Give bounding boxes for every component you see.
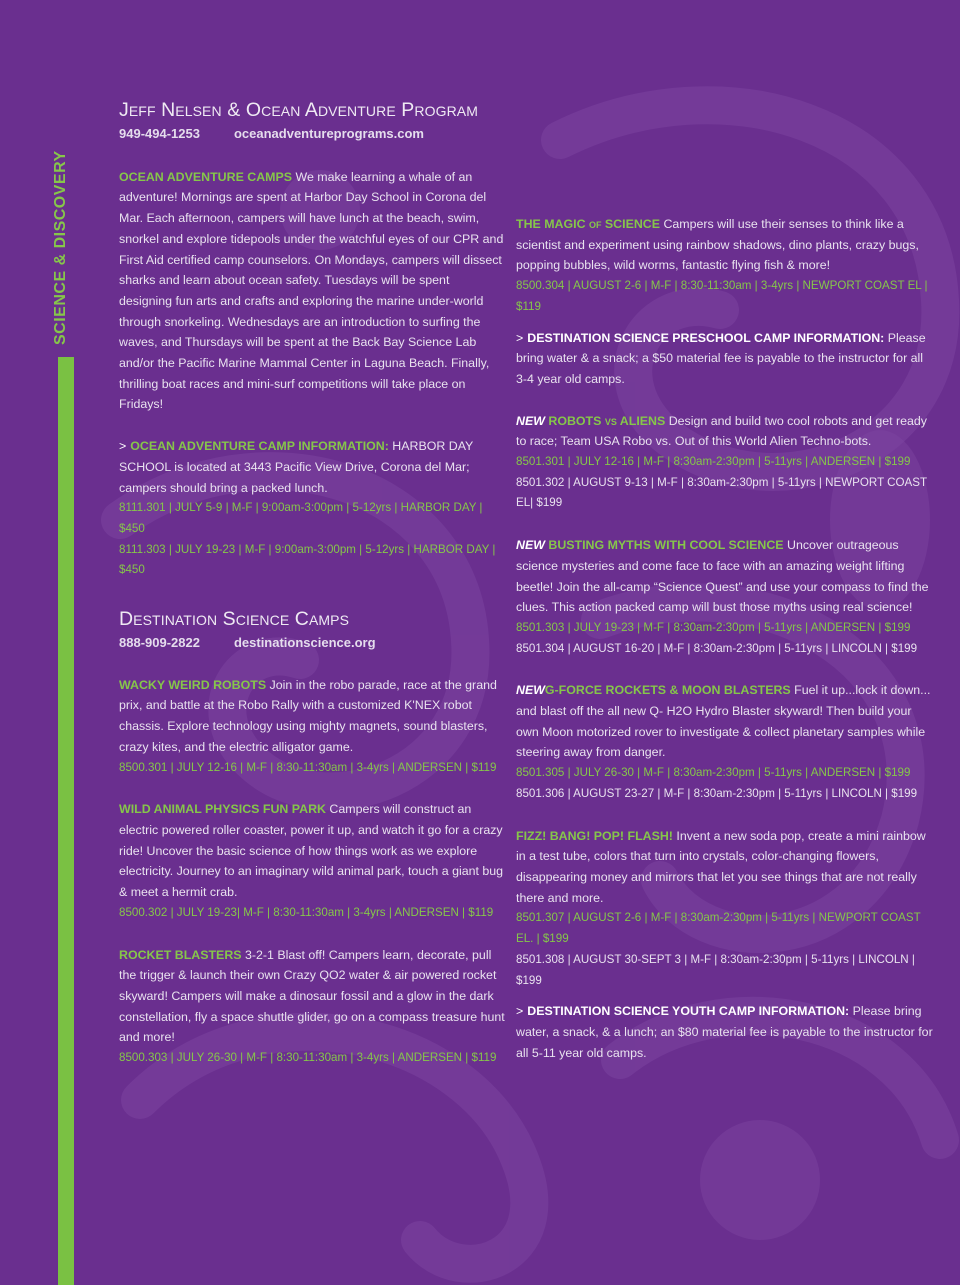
camp-description: Design and build two cool robots and get ready to race; Team USA Robo vs. Out of this World Alien Techno-bots. <box>516 413 928 449</box>
provider-phone: 949-494-1253 <box>119 126 200 141</box>
new-badge: NEW <box>516 413 545 428</box>
camp-rocket-blasters <box>119 945 505 1069</box>
session-line: 8501.305 | JULY 26-30 | M-F | 8:30am-2:30pm | 5-11yrs | ANDERSEN | $199 <box>516 766 911 780</box>
camp-fizz-bang-pop-flash <box>516 826 936 992</box>
camp-title: BUSTING MYTHS WITH COOL SCIENCE <box>544 538 784 553</box>
left-column <box>119 98 505 1069</box>
camp-description: Campers will use their senses to think like a scientist and experiment using rainbow shadows, dino plants, crazy bugs, popping bubbles, wild worms, fantastic flying fish & more! <box>516 217 919 273</box>
camp-wacky-weird-robots <box>119 675 505 779</box>
info-title: OCEAN ADVENTURE CAMP INFORMATION: <box>130 439 389 454</box>
provider-destination-science <box>119 607 505 654</box>
arrow-icon: > <box>516 1004 524 1019</box>
camp-description: Invent a new soda pop, create a mini rainbow in a test tube, colors that turn into crystals, color-changing flowers, disappearing money and mirrors that let you see things that are not really there and more. <box>516 828 926 905</box>
camp-title: WACKY WEIRD ROBOTS <box>119 677 267 692</box>
provider-name-destination-science: Destination Science Camps <box>119 608 350 631</box>
new-badge: NEW <box>516 683 545 698</box>
provider-name-ocean-adventure: Jeff Nelsen & Ocean Adventure Program <box>119 99 478 121</box>
session-line: 8111.303 | JULY 19-23 | M-F | 9:00am-3:00pm | 5-12yrs | HARBOR DAY | $450 <box>119 542 496 577</box>
camp-title: G-FORCE ROCKETS & MOON BLASTERS <box>544 683 791 698</box>
camp-title: FIZZ! BANG! POP! FLASH! <box>516 828 673 843</box>
camp-title: OCEAN ADVENTURE CAMPS <box>119 169 293 184</box>
info-description: Please bring water & a snack; a $50 material fee is payable to the instructor for all 3-4 year old camps. <box>516 330 926 386</box>
provider-phone: 888-909-2822 <box>119 635 200 651</box>
camp-magic-of-science <box>516 214 936 318</box>
session-line: 8501.307 | AUGUST 2-6 | M-F | 8:30am-2:30pm | 5-11yrs | NEWPORT COAST EL. | $199 <box>516 911 921 946</box>
ocean-camp-information <box>119 436 505 581</box>
info-description: Please bring water, a snack, & a lunch; an $80 material fee is payable to the instructor for all 5-11 year old camps. <box>516 1004 933 1060</box>
provider-contact-destination-science <box>119 633 505 654</box>
camp-robots-vs-aliens <box>516 411 936 515</box>
camp-description: Fuel it up...lock it down... and blast off the all new Q- H2O Hydro Blaster skyward! Then build your own Moon motorized rover to investigate & collect planetary samples while steering away from danger. <box>516 683 931 760</box>
session-line: 8501.306 | AUGUST 23-27 | M-F | 8:30am-2:30pm | 5-11yrs | LINCOLN | $199 <box>516 786 918 800</box>
camp-busting-myths <box>516 535 936 659</box>
info-title: DESTINATION SCIENCE YOUTH CAMP INFORMATION: <box>527 1004 850 1019</box>
camp-title: THE MAGIC of SCIENCE <box>516 217 660 231</box>
session-line: 8500.301 | JULY 12-16 | M-F | 8:30-11:30am | 3-4yrs | ANDERSEN | $119 <box>119 760 497 774</box>
provider-contact-ocean-adventure <box>119 124 505 145</box>
camp-title: ROBOTS vs ALIENS <box>544 413 666 428</box>
session-line: 8501.308 | AUGUST 30-SEPT 3 | M-F | 8:30am-2:30pm | 5-11yrs | LINCOLN | $199 <box>516 952 915 987</box>
info-title: DESTINATION SCIENCE PRESCHOOL CAMP INFORMATION: <box>527 330 885 345</box>
preschool-camp-information <box>516 328 936 390</box>
camp-description: Join in the robo parade, race at the grand prix, and battle at the Robo Rally with a customized K'NEX robot chassis. Explore technology using mighty magnets, sound blasters, crazy kites, and the electric alligator game. <box>119 677 497 754</box>
camp-ocean-adventure <box>119 167 505 415</box>
camp-wild-animal-physics <box>119 799 505 923</box>
arrow-icon: > <box>119 439 127 454</box>
arrow-icon: > <box>516 330 524 345</box>
session-line: 8501.302 | AUGUST 9-13 | M-F | 8:30am-2:30pm | 5-11yrs | NEWPORT COAST EL| $199 <box>516 475 927 510</box>
session-line: 8501.301 | JULY 12-16 | M-F | 8:30am-2:30pm | 5-11yrs | ANDERSEN | $199 <box>516 455 911 469</box>
camp-title: WILD ANIMAL PHYSICS FUN PARK <box>119 802 326 817</box>
info-description: HARBOR DAY SCHOOL is located at 3443 Pacific View Drive, Corona del Mar; campers should bring a packed lunch. <box>119 439 474 495</box>
session-line: 8501.304 | AUGUST 16-20 | M-F | 8:30am-2:30pm | 5-11yrs | LINCOLN | $199 <box>516 641 918 655</box>
session-line: 8501.303 | JULY 19-23 | M-F | 8:30am-2:30pm | 5-11yrs | ANDERSEN | $199 <box>516 620 911 634</box>
session-line: 8500.304 | AUGUST 2-6 | M-F | 8:30-11:30am | 3-4yrs | NEWPORT COAST EL | $119 <box>516 279 928 313</box>
camp-description: Campers will construct an electric powered roller coaster, power it up, and watch it go for a crazy ride! Uncover the basic science of how things work as we explore electricity. Journey to an imaginary wild animal park, touch a giant bug & meet a hermit crab. <box>119 802 504 900</box>
camp-description: Uncover outrageous science mysteries and come face to face with an amazing weight lifting beetle! Join the all-camp “Science Quest” and use your compass to find the clues. This action packed camp will bust those myths using real science! <box>516 538 929 615</box>
camp-description: We make learning a whale of an adventure! Mornings are spent at Harbor Day School in Corona del Mar. Each afternoon, campers will have lunch at the beach, swim, snorkel and explore tidepools under the watchful eyes of our CPR and First Aid certified camp counselors. On Mondays, campers will dissect sharks and learn about ocean safety. Tuesdays will be spent designing fun arts and crafts and exploring the marine under-world through snorkeling. Wednesdays are an introduction to surfing the waves, and Thursdays will be spent at the Back Bay Science Lab and/or the Pacific Marine Mammal Center in Laguna Beach. Finally, thrilling boat races and mini-surf competitions will take place on Fridays! <box>119 169 504 412</box>
side-accent-bar <box>58 357 74 1285</box>
session-line: 8111.301 | JULY 5-9 | M-F | 9:00am-3:00pm | 5-12yrs | HARBOR DAY | $450 <box>119 501 483 535</box>
camp-g-force-rockets <box>516 680 936 804</box>
right-column <box>516 214 936 1063</box>
section-category-label: SCIENCE & DISCOVERY <box>52 150 69 345</box>
new-badge: NEW <box>516 538 545 553</box>
camp-title: ROCKET BLASTERS <box>119 947 242 962</box>
session-line: 8500.302 | JULY 19-23| M-F | 8:30-11:30am | 3-4yrs | ANDERSEN | $119 <box>119 905 494 919</box>
youth-camp-information <box>516 1001 936 1063</box>
provider-website: destinationscience.org <box>233 635 376 651</box>
provider-website: oceanadventureprograms.com <box>233 126 424 141</box>
camp-description: 3-2-1 Blast off! Campers learn, decorate, pull the trigger & launch their own Crazy QO2 water & air powered rocket skyward! Campers will make a dinosaur fossil and a glow in the dark constellation, fly a space shuttle glider, go on a compass treasure hunt and more! <box>119 947 505 1045</box>
session-line: 8500.303 | JULY 26-30 | M-F | 8:30-11:30am | 3-4yrs | ANDERSEN | $119 <box>119 1051 497 1065</box>
